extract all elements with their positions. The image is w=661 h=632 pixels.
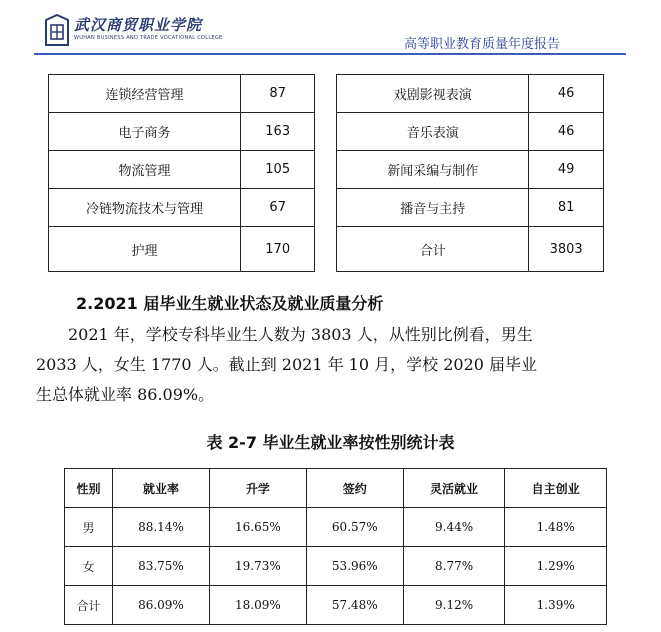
table-row [65, 508, 607, 547]
right-major-cell: 播音与主持 [337, 189, 529, 227]
table-cell: 86.09% [113, 586, 210, 625]
page-header [0, 0, 661, 60]
right-major-cell: 音乐表演 [337, 113, 529, 151]
table-cell: 57.48% [306, 586, 403, 625]
column-header: 就业率 [113, 469, 210, 508]
paragraph-line: 生总体就业率 86.09%。 [36, 385, 215, 404]
table-row [65, 586, 607, 625]
left-count-cell: 87 [241, 75, 315, 113]
table-cell: 83.75% [113, 547, 210, 586]
school-logo-icon [44, 14, 70, 46]
table-row [49, 189, 604, 227]
table-cell: 18.09% [209, 586, 306, 625]
left-major-cell: 物流管理 [49, 151, 241, 189]
column-header: 性别 [65, 469, 113, 508]
left-major-cell: 连锁经营管理 [49, 75, 241, 113]
table-cell: 9.44% [403, 508, 505, 547]
left-major-cell: 护理 [49, 227, 241, 272]
table-gap [315, 75, 337, 113]
table-row [49, 227, 604, 272]
table-cell: 53.96% [306, 547, 403, 586]
table-row [65, 547, 607, 586]
table-cell: 16.65% [209, 508, 306, 547]
right-major-cell: 戏剧影视表演 [337, 75, 529, 113]
column-header: 签约 [306, 469, 403, 508]
right-count-cell: 49 [529, 151, 604, 189]
school-name: 武汉商贸职业学院 [74, 16, 203, 34]
right-major-cell: 合计 [337, 227, 529, 272]
right-count-cell: 81 [529, 189, 604, 227]
right-count-cell: 46 [529, 75, 604, 113]
table-gap [315, 227, 337, 272]
section-paragraph [36, 320, 628, 410]
left-major-cell: 冷链物流技术与管理 [49, 189, 241, 227]
table-row [49, 75, 604, 113]
table-cell: 男 [65, 508, 113, 547]
table-gap [315, 189, 337, 227]
table-cell: 9.12% [403, 586, 505, 625]
table-gap [315, 151, 337, 189]
left-count-cell: 67 [241, 189, 315, 227]
left-count-cell: 163 [241, 113, 315, 151]
header-divider [34, 53, 626, 55]
table-row [49, 151, 604, 189]
left-major-cell: 电子商务 [49, 113, 241, 151]
table-cell: 1.29% [505, 547, 607, 586]
table-cell: 88.14% [113, 508, 210, 547]
school-name-en: WUHAN BUSINESS AND TRADE VOCATIONAL COLLEGE [74, 35, 223, 41]
column-header: 自主创业 [505, 469, 607, 508]
column-header: 升学 [209, 469, 306, 508]
table-caption: 表 2-7 毕业生就业率按性别统计表 [206, 433, 455, 452]
left-count-cell: 105 [241, 151, 315, 189]
table-row [49, 113, 604, 151]
paragraph-line: 2033 人，女生 1770 人。截止到 2021 年 10 月，学校 2020 届毕业 [36, 355, 538, 374]
right-major-cell: 新闻采编与制作 [337, 151, 529, 189]
left-count-cell: 170 [241, 227, 315, 272]
table-cell: 合计 [65, 586, 113, 625]
table-cell: 1.48% [505, 508, 607, 547]
right-count-cell: 46 [529, 113, 604, 151]
right-count-cell: 3803 [529, 227, 604, 272]
table-gap [315, 113, 337, 151]
paragraph-line: 2021 年，学校专科毕业生人数为 3803 人，从性别比例看，男生 [68, 325, 533, 344]
table-cell: 8.77% [403, 547, 505, 586]
table-cell: 60.57% [306, 508, 403, 547]
table-cell: 1.39% [505, 586, 607, 625]
column-header: 灵活就业 [403, 469, 505, 508]
section-title: 2.2021 届毕业生就业状态及就业质量分析 [76, 294, 384, 313]
report-title: 高等职业教育质量年度报告 [404, 37, 561, 52]
employment-stats-table [64, 468, 607, 625]
majors-table [48, 74, 604, 272]
table-cell: 女 [65, 547, 113, 586]
table-cell: 19.73% [209, 547, 306, 586]
